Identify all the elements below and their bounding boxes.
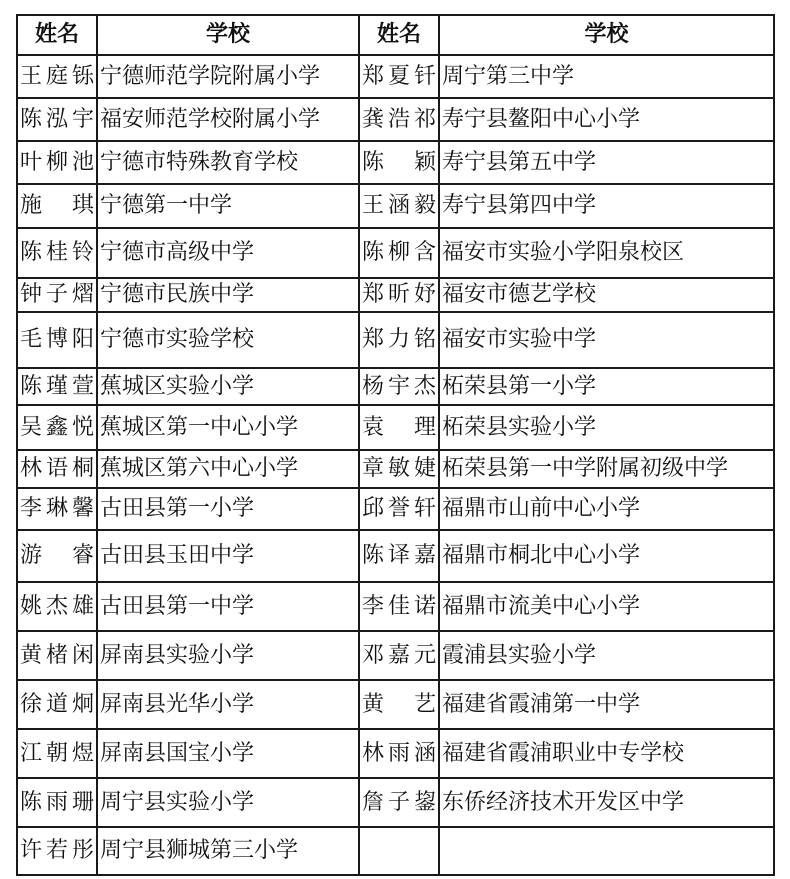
header-name-1: 姓名 — [17, 15, 97, 55]
student-name: 钟子熠 — [17, 278, 97, 312]
school-name: 蕉城区第六中心小学 — [97, 450, 359, 488]
header-name-2: 姓名 — [359, 15, 439, 55]
student-name: 邓嘉元 — [359, 631, 439, 680]
table-row — [17, 450, 774, 488]
student-name: 林雨涵 — [359, 729, 439, 778]
school-name: 福鼎市桐北中心小学 — [439, 530, 774, 582]
student-name: 施 琪 — [17, 184, 97, 228]
table-row — [17, 228, 774, 278]
school-name: 蕉城区实验小学 — [97, 368, 359, 405]
school-name: 柘荣县实验小学 — [439, 405, 774, 450]
student-name: 叶柳池 — [17, 141, 97, 184]
table-row — [17, 530, 774, 582]
school-name: 福建省霞浦第一中学 — [439, 680, 774, 729]
student-name: 陈桂铃 — [17, 228, 97, 278]
school-name: 宁德市高级中学 — [97, 228, 359, 278]
school-name: 宁德师范学院附属小学 — [97, 55, 359, 98]
student-name: 邱誉轩 — [359, 488, 439, 530]
school-name: 福安市实验小学阳泉校区 — [439, 228, 774, 278]
header-school-2: 学校 — [439, 15, 774, 55]
student-name: 龚浩祁 — [359, 98, 439, 141]
student-name: 李琳馨 — [17, 488, 97, 530]
school-name: 蕉城区第一中心小学 — [97, 405, 359, 450]
student-name: 章敏婕 — [359, 450, 439, 488]
student-name: 王涵毅 — [359, 184, 439, 228]
table-row — [17, 631, 774, 680]
student-name: 徐道炯 — [17, 680, 97, 729]
table-row — [17, 827, 774, 875]
school-name: 寿宁县第五中学 — [439, 141, 774, 184]
student-name: 陈柳含 — [359, 228, 439, 278]
school-name: 柘荣县第一中学附属初级中学 — [439, 450, 774, 488]
school-name: 周宁县实验小学 — [97, 778, 359, 827]
student-name: 吴鑫悦 — [17, 405, 97, 450]
student-name — [359, 827, 439, 875]
table-row — [17, 368, 774, 405]
school-name: 古田县第一中学 — [97, 582, 359, 631]
school-name: 福安师范学校附属小学 — [97, 98, 359, 141]
header-school-1: 学校 — [97, 15, 359, 55]
table-row — [17, 488, 774, 530]
school-name — [439, 827, 774, 875]
student-name: 李佳诺 — [359, 582, 439, 631]
school-name: 周宁县狮城第三小学 — [97, 827, 359, 875]
school-name: 寿宁县鳌阳中心小学 — [439, 98, 774, 141]
table-row — [17, 141, 774, 184]
student-name: 黄 艺 — [359, 680, 439, 729]
school-name: 宁德市特殊教育学校 — [97, 141, 359, 184]
student-name: 杨宇杰 — [359, 368, 439, 405]
student-name: 许若彤 — [17, 827, 97, 875]
table-row — [17, 582, 774, 631]
school-name: 福安市德艺学校 — [439, 278, 774, 312]
school-name: 周宁第三中学 — [439, 55, 774, 98]
student-name: 陈译嘉 — [359, 530, 439, 582]
school-name: 屏南县国宝小学 — [97, 729, 359, 778]
school-name: 宁德市实验学校 — [97, 312, 359, 368]
header-row — [17, 15, 774, 55]
student-name: 姚杰雄 — [17, 582, 97, 631]
student-name: 林语桐 — [17, 450, 97, 488]
table-row — [17, 278, 774, 312]
student-name: 陈 颖 — [359, 141, 439, 184]
table-row — [17, 778, 774, 827]
school-name: 福鼎市山前中心小学 — [439, 488, 774, 530]
school-name: 屏南县光华小学 — [97, 680, 359, 729]
student-name: 王庭铄 — [17, 55, 97, 98]
student-name: 詹子鋆 — [359, 778, 439, 827]
table-row — [17, 98, 774, 141]
table-row — [17, 680, 774, 729]
student-name: 郑力铭 — [359, 312, 439, 368]
student-name: 郑昕妤 — [359, 278, 439, 312]
school-name: 屏南县实验小学 — [97, 631, 359, 680]
school-name: 寿宁县第四中学 — [439, 184, 774, 228]
student-name: 陈雨珊 — [17, 778, 97, 827]
school-name: 宁德市民族中学 — [97, 278, 359, 312]
student-name: 游 睿 — [17, 530, 97, 582]
school-name: 福鼎市流美中心小学 — [439, 582, 774, 631]
school-name: 福建省霞浦职业中专学校 — [439, 729, 774, 778]
table-row — [17, 405, 774, 450]
school-name: 柘荣县第一小学 — [439, 368, 774, 405]
table-row — [17, 312, 774, 368]
table-row — [17, 729, 774, 778]
student-name: 陈瑾萱 — [17, 368, 97, 405]
student-roster-table — [16, 14, 775, 876]
student-name: 江朝煜 — [17, 729, 97, 778]
school-name: 福安市实验中学 — [439, 312, 774, 368]
student-name: 陈泓宇 — [17, 98, 97, 141]
school-name: 东侨经济技术开发区中学 — [439, 778, 774, 827]
table-row — [17, 55, 774, 98]
school-name: 宁德第一中学 — [97, 184, 359, 228]
student-name: 郑夏钎 — [359, 55, 439, 98]
student-name: 袁 理 — [359, 405, 439, 450]
school-name: 古田县玉田中学 — [97, 530, 359, 582]
student-name: 黄楮闲 — [17, 631, 97, 680]
school-name: 古田县第一小学 — [97, 488, 359, 530]
school-name: 霞浦县实验小学 — [439, 631, 774, 680]
table-row — [17, 184, 774, 228]
student-name: 毛博阳 — [17, 312, 97, 368]
